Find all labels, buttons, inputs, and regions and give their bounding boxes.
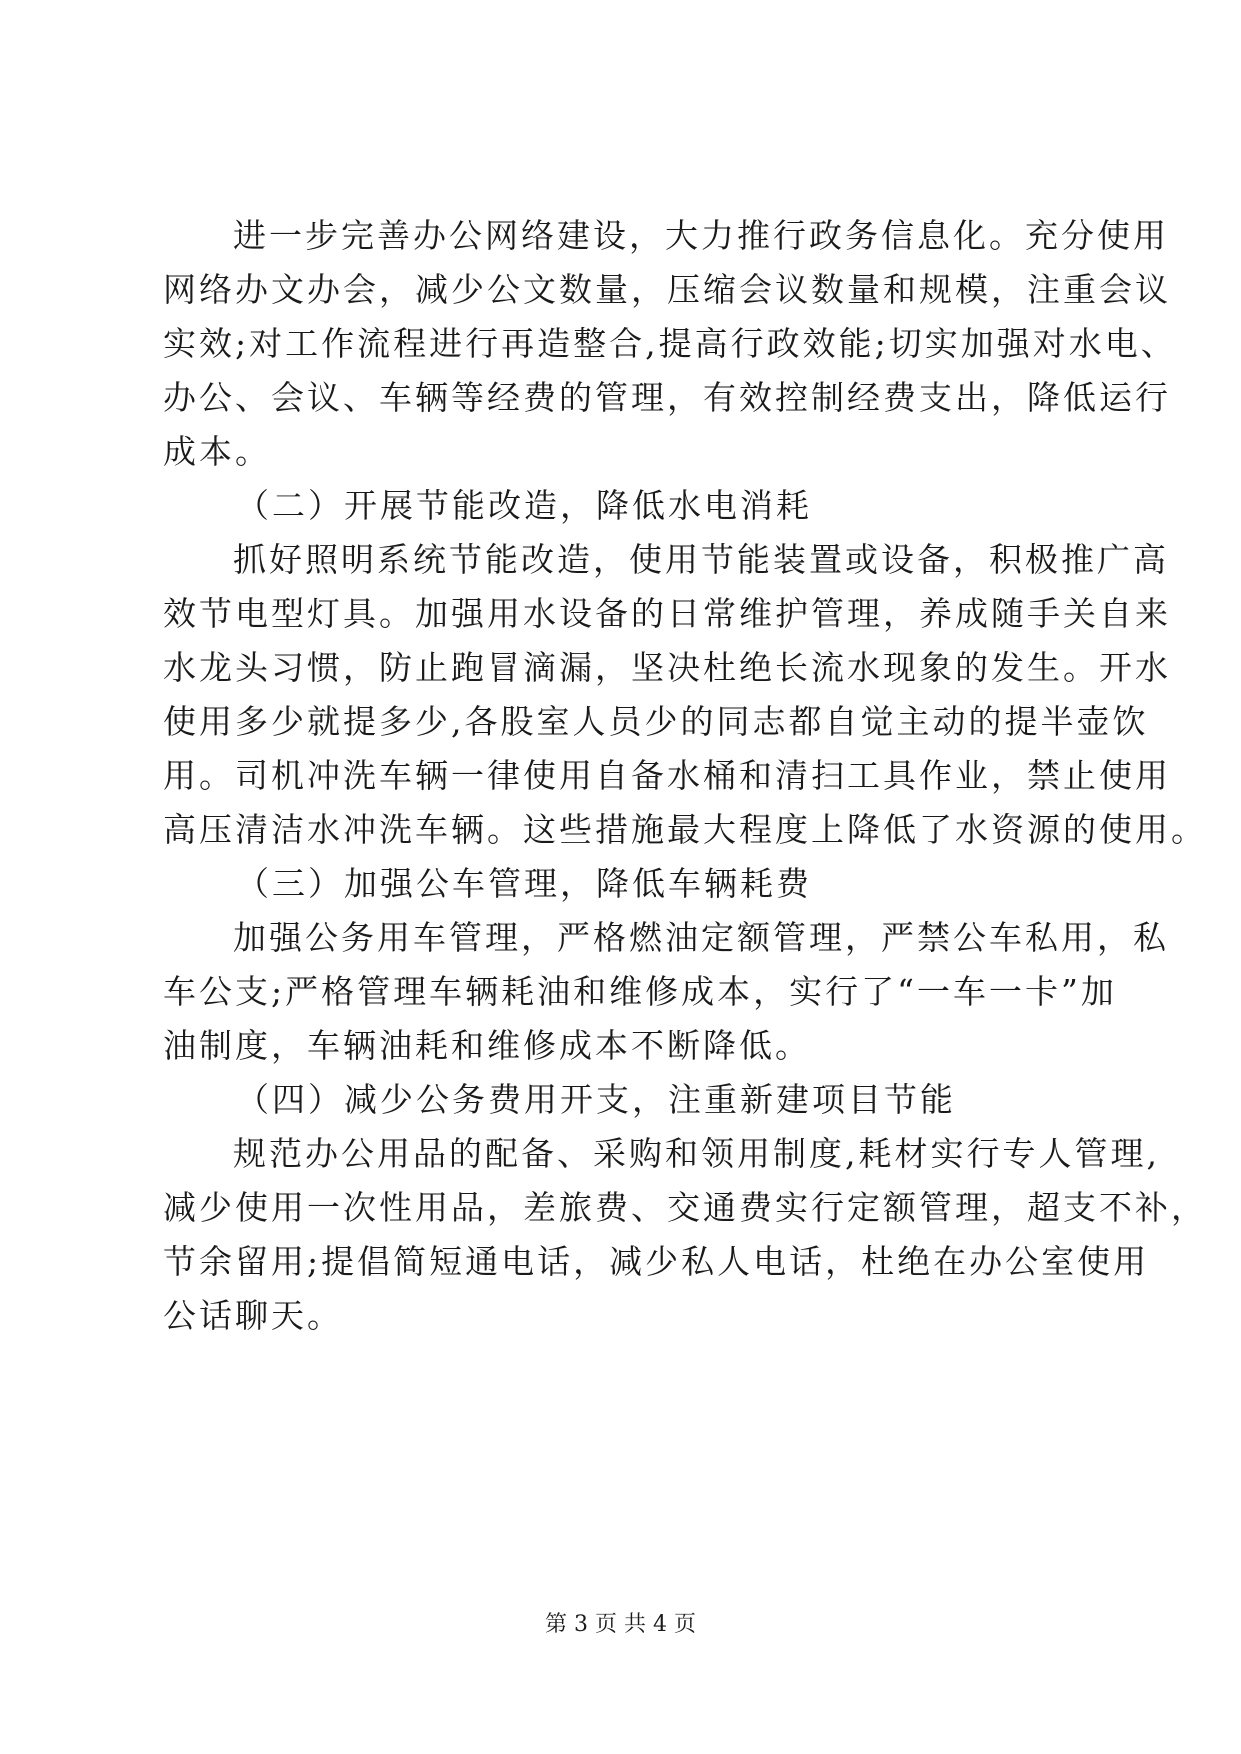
section-4-line-1: 规范办公用品的配备、采购和领用制度,耗材实行专人管理, bbox=[233, 1134, 1160, 1173]
section-2-line-3: 水龙头习惯，防止跑冒滴漏，坚决杜绝长流水现象的发生。开水 bbox=[163, 648, 1171, 687]
section-4-line-3: 节余留用;提倡简短通电话，减少私人电话，杜绝在办公室使用 bbox=[163, 1242, 1150, 1281]
section-3-line-3: 油制度，车辆油耗和维修成本不断降低。 bbox=[163, 1026, 811, 1065]
section-4-heading: （四）减少公务费用开支，注重新建项目节能 bbox=[236, 1080, 956, 1119]
paragraph-1-line-4: 办公、会议、车辆等经费的管理，有效控制经费支出，降低运行 bbox=[163, 378, 1171, 417]
section-2-line-6: 高压清洁水冲洗车辆。这些措施最大程度上降低了水资源的使用。 bbox=[163, 810, 1207, 849]
section-2-line-1: 抓好照明系统节能改造，使用节能装置或设备，积极推广高 bbox=[233, 540, 1169, 579]
paragraph-1-line-1: 进一步完善办公网络建设，大力推行政务信息化。充分使用 bbox=[233, 216, 1169, 255]
section-2-line-4: 使用多少就提多少,各股室人员少的同志都自觉主动的提半壶饮 bbox=[163, 702, 1149, 741]
section-3-line-2: 车公支;严格管理车辆耗油和维修成本，实行了“一车一卡”加 bbox=[163, 972, 1117, 1011]
section-4-line-4: 公话聊天。 bbox=[163, 1296, 343, 1335]
paragraph-1-line-3: 实效;对工作流程进行再造整合,提高行政效能;切实加强对水电、 bbox=[163, 324, 1177, 363]
section-3-heading: （三）加强公车管理，降低车辆耗费 bbox=[236, 864, 812, 903]
paragraph-1-line-5: 成本。 bbox=[163, 432, 271, 471]
page-number-footer: 第 3 页 共 4 页 bbox=[545, 1612, 696, 1637]
paragraph-1-line-2: 网络办文办会，减少公文数量，压缩会议数量和规模，注重会议 bbox=[163, 270, 1171, 309]
section-4-line-2: 减少使用一次性用品，差旅费、交通费实行定额管理，超支不补， bbox=[163, 1188, 1207, 1227]
section-2-line-5: 用。司机冲洗车辆一律使用自备水桶和清扫工具作业，禁止使用 bbox=[163, 756, 1171, 795]
section-2-heading: （二）开展节能改造，降低水电消耗 bbox=[236, 486, 812, 525]
section-2-line-2: 效节电型灯具。加强用水设备的日常维护管理，养成随手关自来 bbox=[163, 594, 1171, 633]
section-3-line-1: 加强公务用车管理，严格燃油定额管理，严禁公车私用，私 bbox=[233, 918, 1169, 957]
